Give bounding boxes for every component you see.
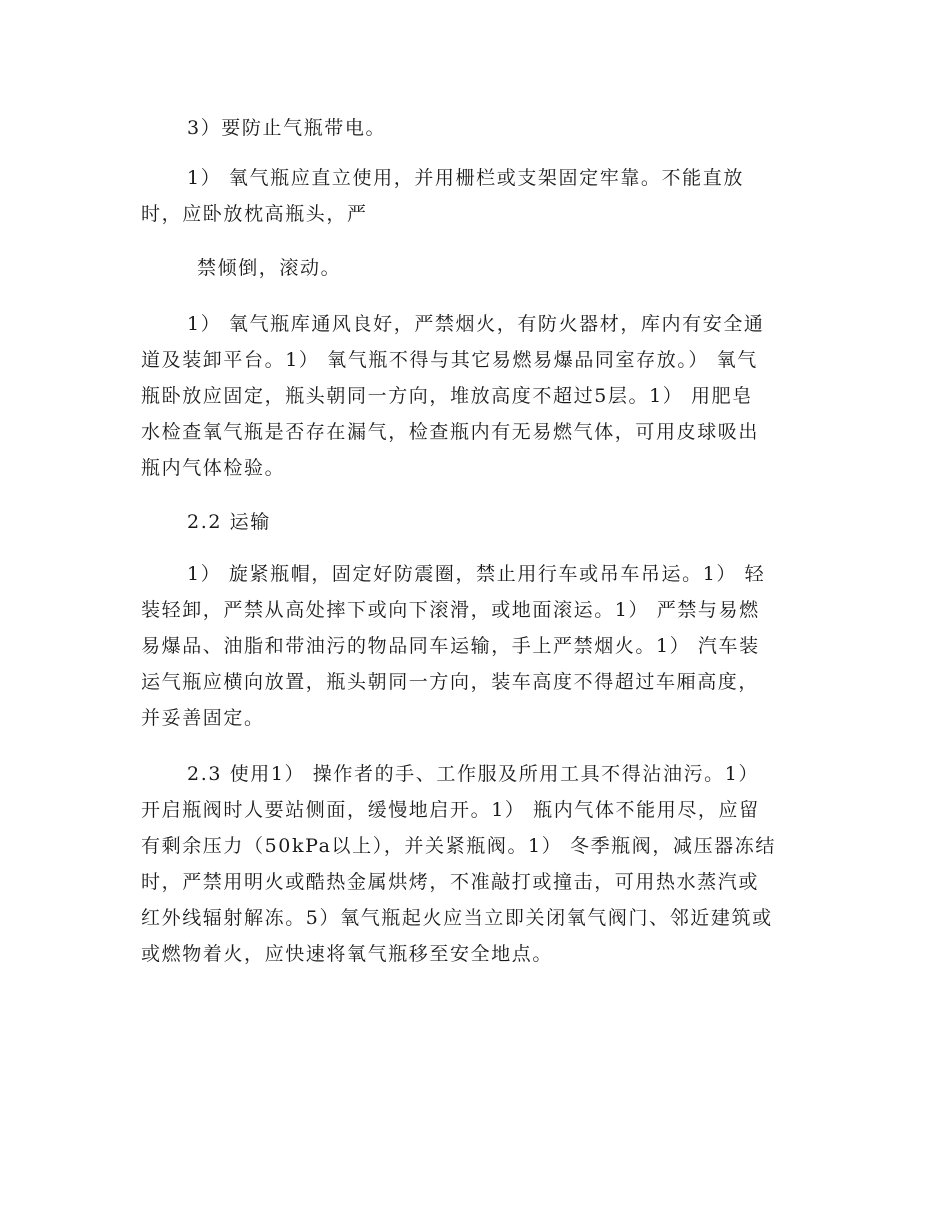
text-line: 并妥善固定。	[141, 707, 265, 729]
paragraph-usage	[141, 756, 806, 972]
text-line: 道及装卸平台。1） 氧气瓶不得与其它易燃易爆品同室存放。） 氧气	[141, 349, 758, 371]
paragraph-transport	[141, 556, 806, 736]
text-line: 2.2 运输	[187, 511, 271, 533]
text-line: 开启瓶阀时人要站侧面，缓慢地启开。1） 瓶内气体不能用尽，应留	[141, 799, 760, 821]
paragraph-storage	[141, 306, 806, 486]
text-line: 瓶卧放应固定，瓶头朝同一方向，堆放高度不超过5层。1） 用肥皂	[141, 385, 753, 407]
text-line: 易爆品、油脂和带油污的物品同车运输，手上严禁烟火。1） 汽车装	[141, 635, 760, 657]
paragraph-no-tipping	[141, 250, 806, 286]
paragraph-gas-cylinder-static	[141, 110, 806, 146]
text-line: 2.3 使用1） 操作者的手、工作服及所用工具不得沾油污。1）	[187, 763, 760, 785]
text-line: 时，严禁用明火或酷热金属烘烤，不准敲打或撞击，可用热水蒸汽或	[141, 871, 760, 893]
text-line: 时，应卧放枕高瓶头，严	[141, 203, 368, 225]
text-line: 运气瓶应横向放置，瓶头朝同一方向，装车高度不得超过车厢高度，	[141, 671, 760, 693]
text-line: 红外线辐射解冻。5）氧气瓶起火应当立即关闭氧气阀门、邻近建筑或	[141, 907, 773, 929]
text-line: 3）要防止气瓶带电。	[187, 117, 387, 139]
text-line: 1） 氧气瓶应直立使用，并用栅栏或支架固定牢靠。不能直放	[187, 167, 744, 189]
text-line: 或燃物着火，应快速将氧气瓶移至安全地点。	[141, 943, 554, 965]
text-line: 水检查氧气瓶是否存在漏气，检查瓶内有无易燃气体，可用皮球吸出	[141, 421, 760, 443]
text-line: 禁倾倒，滚动。	[197, 257, 342, 279]
paragraph-upright-use	[141, 160, 806, 232]
text-line: 瓶内气体检验。	[141, 457, 286, 479]
text-line: 1） 旋紧瓶帽，固定好防震圈，禁止用行车或吊车吊运。1） 轻	[187, 563, 766, 585]
text-line: 有剩余压力（50kPa以上），并关紧瓶阀。1） 冬季瓶阀，减压器冻结	[141, 835, 776, 857]
section-heading-transport	[141, 504, 806, 540]
text-line: 装轻卸，严禁从高处摔下或向下滚滑，或地面滚运。1） 严禁与易燃	[141, 599, 760, 621]
text-line: 1） 氧气瓶库通风良好，严禁烟火，有防火器材，库内有安全通	[187, 313, 765, 335]
